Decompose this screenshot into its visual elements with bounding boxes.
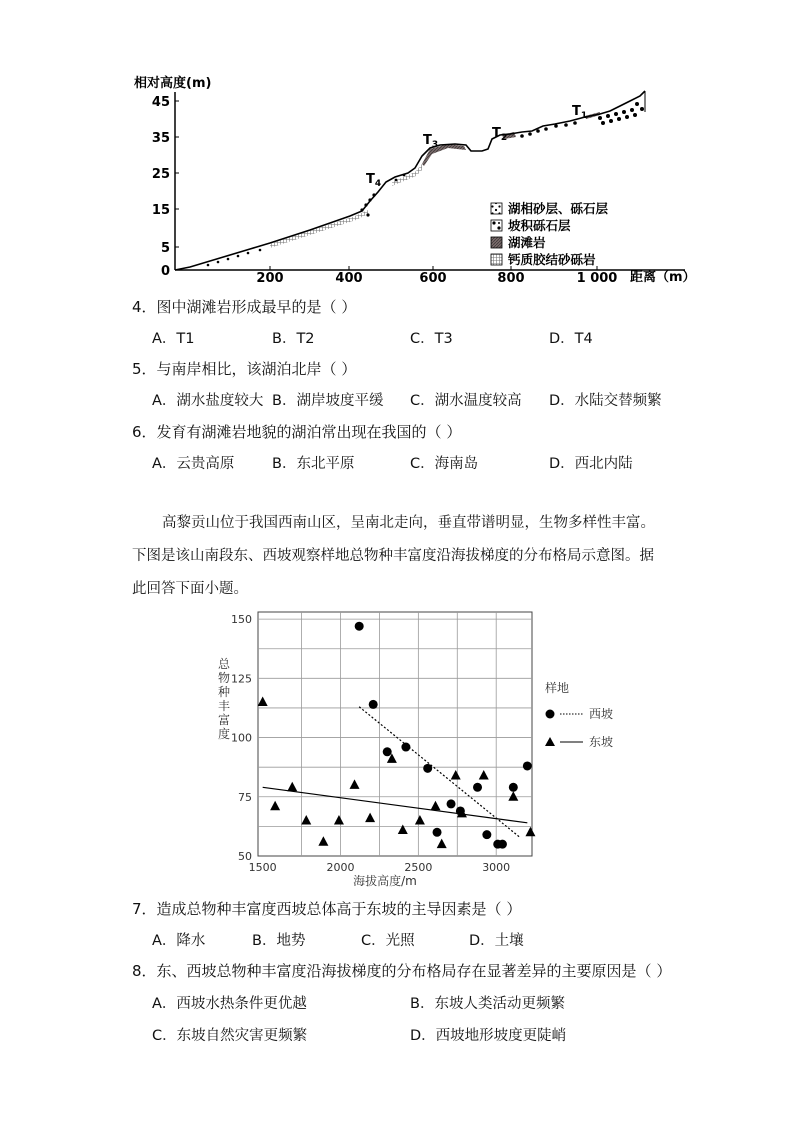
- x-tick-label: 2000: [326, 861, 355, 874]
- y-tick-45: 45: [151, 95, 170, 110]
- question-4-stem: 4．图中湖滩岩形成最早的是（ ）: [132, 298, 357, 316]
- question-5-option-d[interactable]: D．水陆交替频繁: [549, 393, 662, 409]
- chart-grid: [258, 612, 532, 856]
- x-tick-600: 600: [419, 271, 447, 286]
- terrace-profile-figure: [130, 68, 700, 290]
- west-slope-point: [523, 761, 532, 770]
- question-4-option-a[interactable]: A．T1: [152, 331, 195, 347]
- passage: [132, 507, 672, 606]
- y-tick-35: 35: [151, 131, 170, 146]
- west-slope-point: [509, 783, 518, 792]
- legend-west-label: 西坡: [589, 707, 614, 721]
- legend-west-marker: [546, 710, 555, 719]
- west-slope-point: [355, 622, 364, 631]
- profile-x-ticks: [256, 266, 617, 286]
- question-4-option-c[interactable]: C．T3: [410, 331, 453, 347]
- y-tick-label: 150: [231, 613, 252, 627]
- question-8-option-d[interactable]: D．西坡地形坡度更陡峭: [410, 1028, 567, 1044]
- question-7-option-d[interactable]: D．土壤: [469, 933, 524, 949]
- legend-title: 样地: [545, 681, 570, 695]
- x-tick-200: 200: [256, 271, 284, 286]
- question-5-stem: 5．与南岸相比，该湖泊北岸（ ）: [132, 360, 357, 378]
- question-6-option-b[interactable]: B．东北平原: [272, 456, 355, 472]
- question-8-stem: 8．东、西坡总物种丰富度沿海拔梯度的分布格局存在显著差异的主要原因是（ ）: [132, 962, 672, 980]
- y-tick-label: 125: [231, 672, 252, 686]
- question-4-option-d[interactable]: D．T4: [549, 331, 593, 347]
- question-7-option-b[interactable]: B．地势: [252, 933, 306, 949]
- y-tick-label: 50: [238, 850, 252, 863]
- y-tick-5: 5: [160, 241, 170, 256]
- x-tick-400: 400: [335, 271, 363, 286]
- species-richness-chart: [200, 600, 640, 890]
- west-slope-point: [423, 764, 432, 773]
- question-8-option-b[interactable]: B．东坡人类活动更频繁: [410, 996, 565, 1012]
- question-5-option-b[interactable]: B．湖岸坡度平缓: [272, 393, 384, 409]
- passage-line-1: 高黎贡山位于我国西南山区，呈南北走向，垂直带谱明显，生物多样性丰富。: [162, 515, 655, 531]
- passage-line-3: 此回答下面小题。: [132, 581, 248, 597]
- question-6-stem: 6．发育有湖滩岩地貌的湖泊常出现在我国的（ ）: [132, 423, 462, 441]
- passage-line-2: 下图是该山南段东、西坡观察样地总物种丰富度沿海拔梯度的分布格局示意图。据: [132, 548, 654, 564]
- legend-east-label: 东坡: [589, 735, 614, 749]
- x-tick-label: 3000: [482, 861, 511, 874]
- question-7-option-c[interactable]: C．光照: [361, 933, 415, 949]
- question-5-option-c[interactable]: C．湖水温度较高: [410, 393, 522, 409]
- y-tick-15: 15: [151, 203, 170, 218]
- west-slope-point: [369, 700, 378, 709]
- question-6-option-a[interactable]: A．云贵高原: [152, 456, 235, 472]
- x-tick-label: 1500: [248, 861, 277, 874]
- west-slope-point: [433, 828, 442, 837]
- profile-x-axis-title: 距离（m）: [630, 270, 696, 285]
- x-tick-1000: 1 000: [576, 271, 618, 286]
- legend-lake-sand: 湖相砂层、砾石层: [508, 201, 609, 216]
- question-5-option-a[interactable]: A．湖水盐度较大: [152, 393, 264, 409]
- question-8-option-a[interactable]: A．西坡水热条件更优越: [152, 996, 307, 1012]
- x-tick-800: 800: [497, 271, 525, 286]
- chart-legend: [545, 680, 613, 749]
- terrace-label-t4: $T_4$: [366, 172, 382, 189]
- y-tick-label: 75: [238, 790, 252, 804]
- west-slope-point: [482, 830, 491, 839]
- west-slope-point: [401, 743, 410, 752]
- terrace-label-t2: $T_2$: [492, 126, 508, 143]
- question-7-option-a[interactable]: A．降水: [152, 933, 206, 949]
- chart-x-axis-title: 海拔高度/m: [353, 874, 417, 888]
- profile-y-axis-title: 相对高度(m): [134, 76, 212, 91]
- profile-legend: [491, 201, 609, 267]
- question-4-option-b[interactable]: B．T2: [272, 331, 315, 347]
- terrace-label-t3: $T_3$: [423, 133, 439, 150]
- legend-east-marker: [545, 737, 555, 746]
- west-slope-point: [447, 799, 456, 808]
- west-slope-point: [498, 840, 507, 849]
- question-8-option-c[interactable]: C．东坡自然灾害更频繁: [152, 1028, 308, 1044]
- y-tick-25: 25: [151, 167, 170, 182]
- chart-y-axis-title: 总物种丰富度: [218, 657, 231, 741]
- question-6-option-c[interactable]: C．海南岛: [410, 456, 479, 472]
- legend-colluvium: 坡积砾石层: [508, 218, 571, 233]
- x-tick-label: 2500: [404, 861, 433, 874]
- y-tick-0: 0: [160, 264, 170, 279]
- west-slope-point: [383, 747, 392, 756]
- legend-cemented: 钙质胶结砂砾岩: [508, 252, 596, 267]
- legend-beach-rock: 湖滩岩: [508, 235, 546, 250]
- terrace-label-t1: $T_1$: [572, 104, 588, 121]
- west-slope-point: [473, 783, 482, 792]
- question-7-stem: 7．造成总物种丰富度西坡总体高于东坡的主导因素是（ ）: [132, 900, 522, 918]
- y-tick-label: 100: [231, 731, 252, 745]
- question-6-option-d[interactable]: D．西北内陆: [549, 456, 633, 472]
